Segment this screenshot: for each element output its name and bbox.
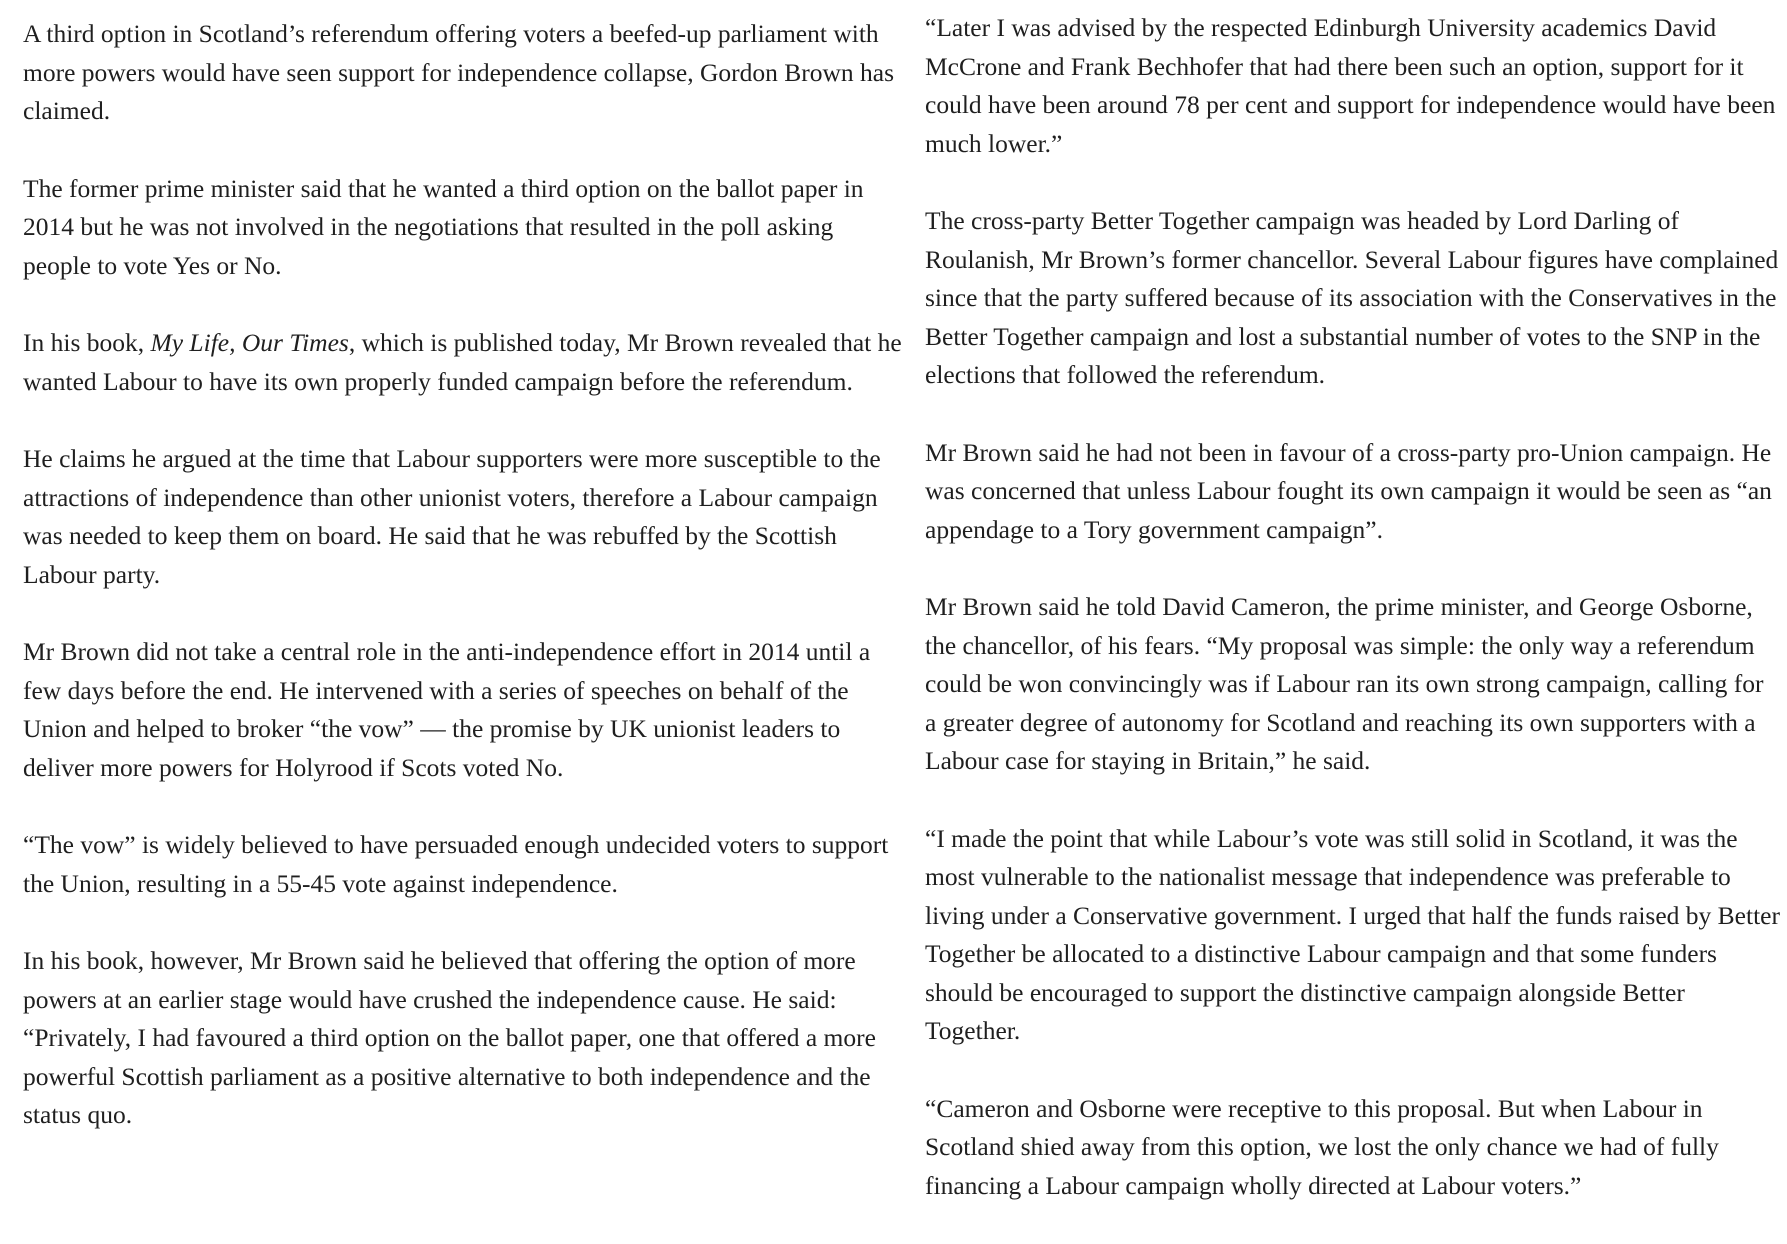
paragraph: “Later I was advised by the respected Edinburgh University academics David McCrone and Frank Bechhofer that had there been such an option, support for it could have been around 78 per cent and support for independence would have been much lower.”: [925, 13, 1776, 158]
paragraph: [23, 324, 903, 401]
paragraph: A third option in Scotland’s referendum offering voters a beefed-up parliament with more powers would have seen support for independence collapse, Gordon Brown has claimed.: [23, 19, 895, 125]
article-left-column: [23, 0, 903, 1174]
paragraph: “I made the point that while Labour’s vote was still solid in Scotland, it was the most vulnerable to the nationalist message that independence was preferable to living under a Conservative government. I urged that half the funds raised by Better Together be allocated to a distinctive Labour campaign and that some funders should be encouraged to support the distinctive campaign alongside Better Together.: [925, 823, 1780, 1045]
paragraph: “Cameron and Osborne were receptive to this proposal. But when Labour in Scotland shied away from this option, we lost the only chance we had of fully financing a Labour campaign wholly directed at Labour voters.”: [925, 1093, 1719, 1200]
paragraph: Mr Brown did not take a central role in the anti-independence effort in 2014 until a few days before the end. He intervened with a series of speeches on behalf of the Union and helped to broker “the vow” — the promise by UK unionist leaders to deliver more powers for Holyrood if Scots voted No.: [23, 637, 871, 782]
article-right-column: [925, 0, 1780, 1244]
paragraph: The former prime minister said that he wanted a third option on the ballot paper in 2014 but he was not involved in the negotiations that resulted in the poll asking people to vote Yes or No.: [23, 173, 864, 280]
paragraph: Mr Brown said he told David Cameron, the prime minister, and George Osborne, the chancellor, of his fears. “My proposal was simple: the only way a referendum could be won convincingly was if Labour ran its own strong campaign, calling for a greater degree of autonomy for Scotland and reaching its own supporters with a Labour case for staying in Britain,” he said.: [925, 592, 1764, 775]
paragraph: He claims he argued at the time that Labour supporters were more susceptible to the attractions of independence than other unionist voters, therefore a Labour campaign was needed to keep them on board. He said that he was rebuffed by the Scottish Labour party.: [23, 444, 881, 589]
paragraph: The cross-party Better Together campaign was headed by Lord Darling of Roulanish, Mr Brown’s former chancellor. Several Labour figures have complained since that the party suffered because of its association with the Conservatives in the Better Together campaign and lost a substantial number of votes to the SNP in the elections that followed the referendum.: [925, 206, 1779, 389]
paragraph-text: In his book,: [23, 328, 151, 357]
paragraph: In his book, however, Mr Brown said he believed that offering the option of more powers at an earlier stage would have crushed the independence cause. He said: “Privately, I had favoured a third option on the ballot paper, one that offered a more powerful Scottish parliament as a positive alternative to both independence and the status quo.: [23, 946, 876, 1129]
paragraph: Mr Brown said he had not been in favour of a cross-party pro-Union campaign. He was concerned that unless Labour fought its own campaign it would be seen as “an appendage to a Tory government campaign”.: [925, 437, 1772, 544]
book-title: My Life, Our Times: [150, 328, 349, 357]
paragraph: “The vow” is widely believed to have persuaded enough undecided voters to support the Union, resulting in a 55-45 vote against independence.: [23, 830, 889, 898]
paragraph-text: , which is published today, Mr Brown revealed that he wanted Labour to have its own properly funded campaign before the referendum.: [23, 328, 902, 396]
